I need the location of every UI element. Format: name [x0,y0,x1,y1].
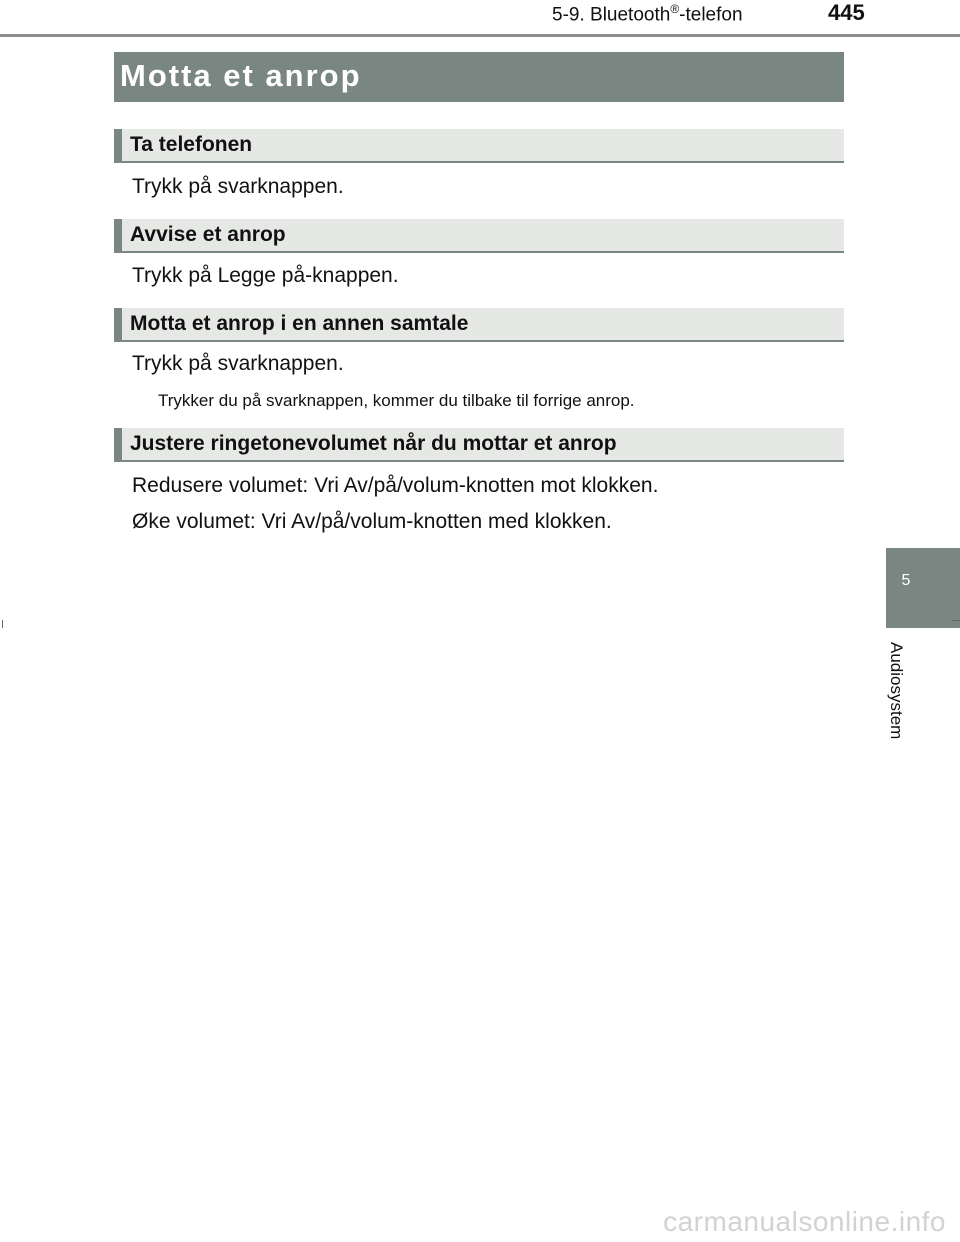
section-suffix: -telefon [679,4,743,26]
header-rule [0,34,960,37]
running-header [552,2,743,26]
crop-mark-left [2,620,3,628]
heading-accent [114,308,122,340]
section-text-2: Øke volumet: Vri Av/på/volum-knotten med klokken. [132,510,612,533]
section-heading-ta-telefonen [114,129,844,163]
chapter-number: 5 [901,572,911,589]
chapter-label: Audiosystem [887,642,906,740]
heading-accent [114,129,122,161]
section-text: Redusere volumet: Vri Av/på/volum-knotten mot klokken. [132,474,659,497]
section-text: Trykk på Legge på-knappen. [132,264,399,287]
section-text: Trykk på svarknappen. [132,175,344,198]
section-heading-motta-i-annen-samtale [114,308,844,342]
section-note: Trykker du på svarknappen, kommer du tilbake til forrige anrop. [158,391,635,410]
section-heading-label: Justere ringetonevolumet når du mottar et anrop [130,432,617,455]
heading-accent [114,219,122,251]
section-prefix: 5-9. Bluetooth [552,4,671,26]
page-title: Motta et anrop [120,58,362,93]
page-title-bar [114,52,844,102]
page-number: 445 [828,0,865,25]
chapter-tab [886,548,960,628]
section-heading-label: Ta telefonen [130,133,253,156]
registered-mark: ® [670,2,680,16]
crop-mark-right [952,620,960,621]
section-heading-label: Motta et anrop i en annen samtale [130,312,469,335]
chapter-label-wrapper [887,642,919,758]
section-text: Trykk på svarknappen. [132,352,344,375]
section-heading-avvise-et-anrop [114,219,844,253]
section-heading-justere-ringetonevolumet [114,428,844,462]
heading-accent [114,428,122,460]
section-heading-label: Avvise et anrop [130,223,286,246]
watermark: carmanualsonline.info [663,1206,946,1237]
